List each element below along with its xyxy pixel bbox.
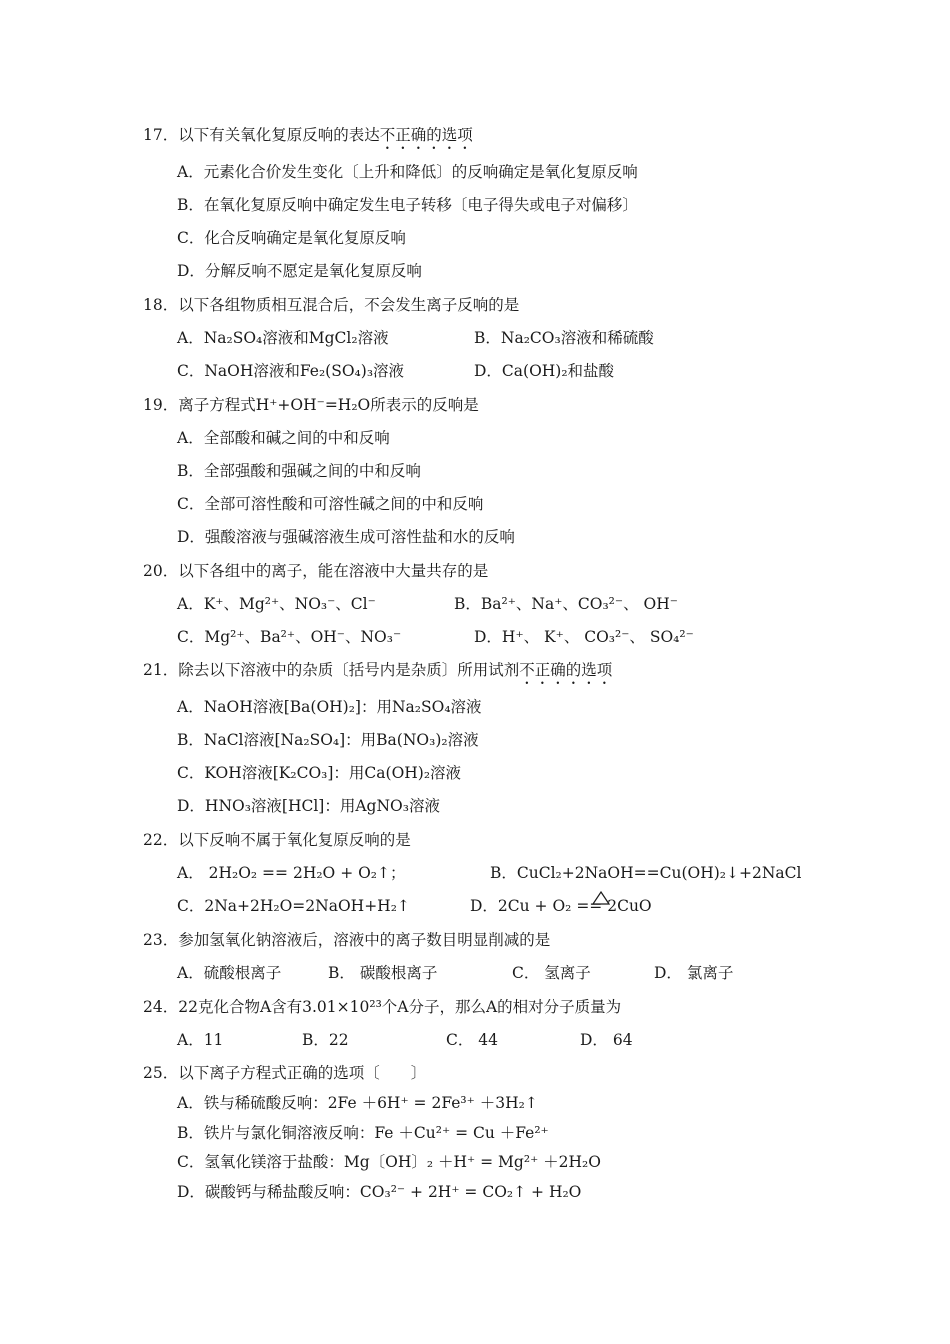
question-22-option-c: C．2Na+2H₂O=2NaOH+H₂↑ [177,897,410,915]
question-19-option-b: B．全部强酸和强碱之间的中和反响 [177,462,421,480]
question-24-option-d: D． 64 [580,1031,633,1049]
question-21-option-c: C．KOH溶液[K₂CO₃]：用Ca(OH)₂溶液 [177,764,462,782]
question-20-option-a: A．K⁺、Mg²⁺、NO₃⁻、Cl⁻ [177,595,376,613]
question-19-option-c: C．全部可溶性酸和可溶性碱之间的中和反响 [177,495,484,513]
question-18-option-c: C．NaOH溶液和Fe₂(SO₄)₃溶液 [177,362,405,380]
question-21-option-a: A．NaOH溶液[Ba(OH)₂]：用Na₂SO₄溶液 [177,698,482,716]
question-17-option-b: B．在氧化复原反响中确定发生电子转移〔电子得失或电子对偏移〕 [177,196,638,214]
question-19-option-a: A．全部酸和碱之间的中和反响 [177,429,390,447]
question-22-option-d: D．2Cu + O₂ == 2CuO [470,897,652,915]
question-24-option-b: B．22 [302,1031,349,1049]
heat-triangle-icon [592,891,610,905]
question-18-option-a: A．Na₂SO₄溶液和MgCl₂溶液 [177,329,389,347]
question-19-stem: 19．离子方程式H⁺+OH⁻=H₂O所表示的反响是 [143,396,479,414]
question-17-option-a: A．元素化合价发生变化〔上升和降低〕的反响确定是氧化复原反响 [177,163,638,181]
question-23-option-d: D． 氯离子 [654,964,734,982]
question-25-option-d: D．碳酸钙与稀盐酸反响：CO₃²⁻ + 2H⁺ = CO₂↑ + H₂O [177,1183,582,1201]
question-24-option-a: A．11 [177,1031,224,1049]
question-17-option-c: C．化合反响确定是氧化复原反响 [177,229,406,247]
question-21-option-b: B．NaCl溶液[Na₂SO₄]：用Ba(NO₃)₂溶液 [177,731,479,749]
question-23-option-c: C． 氢离子 [512,964,591,982]
question-22-stem: 22．以下反响不属于氧化复原反响的是 [143,831,411,849]
question-22-option-b: B．CuCl₂+2NaOH==Cu(OH)₂↓+2NaCl [490,864,802,882]
question-23-stem: 23．参加氢氧化钠溶液后，溶液中的离子数目明显削减的是 [143,931,551,949]
question-23-option-a: A．硫酸根离子 [177,964,282,982]
question-21-stem: 21．除去以下溶液中的杂质〔括号内是杂质〕所用试剂不正确的选项 [143,661,613,679]
question-20-option-b: B．Ba²⁺、Na⁺、CO₃²⁻、 OH⁻ [454,595,678,613]
question-25-option-a: A．铁与稀硫酸反响：2Fe ＋6H⁺ = 2Fe³⁺ ＋3H₂↑ [177,1094,538,1112]
question-20-stem: 20．以下各组中的离子，能在溶液中大量共存的是 [143,562,489,580]
question-18-option-b: B．Na₂CO₃溶液和稀硫酸 [474,329,654,347]
question-19-option-d: D．强酸溶液与强碱溶液生成可溶性盐和水的反响 [177,528,515,546]
question-25-option-b: B．铁片与氯化铜溶液反响：Fe ＋Cu²⁺ = Cu ＋Fe²⁺ [177,1124,549,1142]
question-20-option-c: C．Mg²⁺、Ba²⁺、OH⁻、NO₃⁻ [177,628,402,646]
emphasis-text: 不正确的选项 [379,126,473,144]
question-25-stem: 25．以下离子方程式正确的选项〔 〕 [143,1064,427,1082]
question-17-stem: 17．以下有关氧化复原反响的表达不正确的选项 [143,126,473,144]
question-20-option-d: D．H⁺、 K⁺、 CO₃²⁻、 SO₄²⁻ [474,628,694,646]
question-18-option-d: D．Ca(OH)₂和盐酸 [474,362,615,380]
question-21-option-d: D．HNO₃溶液[HCl]：用AgNO₃溶液 [177,797,440,815]
question-24-stem: 24．22克化合物A含有3.01×10²³个A分子，那么A的相对分子质量为 [143,998,622,1016]
emphasis-text: 不正确的选项 [519,661,613,679]
question-18-stem: 18．以下各组物质相互混合后，不会发生离子反响的是 [143,296,520,314]
question-22-option-a: A． 2H₂O₂ == 2H₂O + O₂↑； [177,864,406,882]
question-23-option-b: B． 碳酸根离子 [328,964,438,982]
question-17-option-d: D．分解反响不愿定是氧化复原反响 [177,262,422,280]
question-24-option-c: C． 44 [446,1031,499,1049]
question-25-option-c: C．氢氧化镁溶于盐酸：Mg〔OH〕₂ ＋H⁺ = Mg²⁺ ＋2H₂O [177,1153,601,1171]
